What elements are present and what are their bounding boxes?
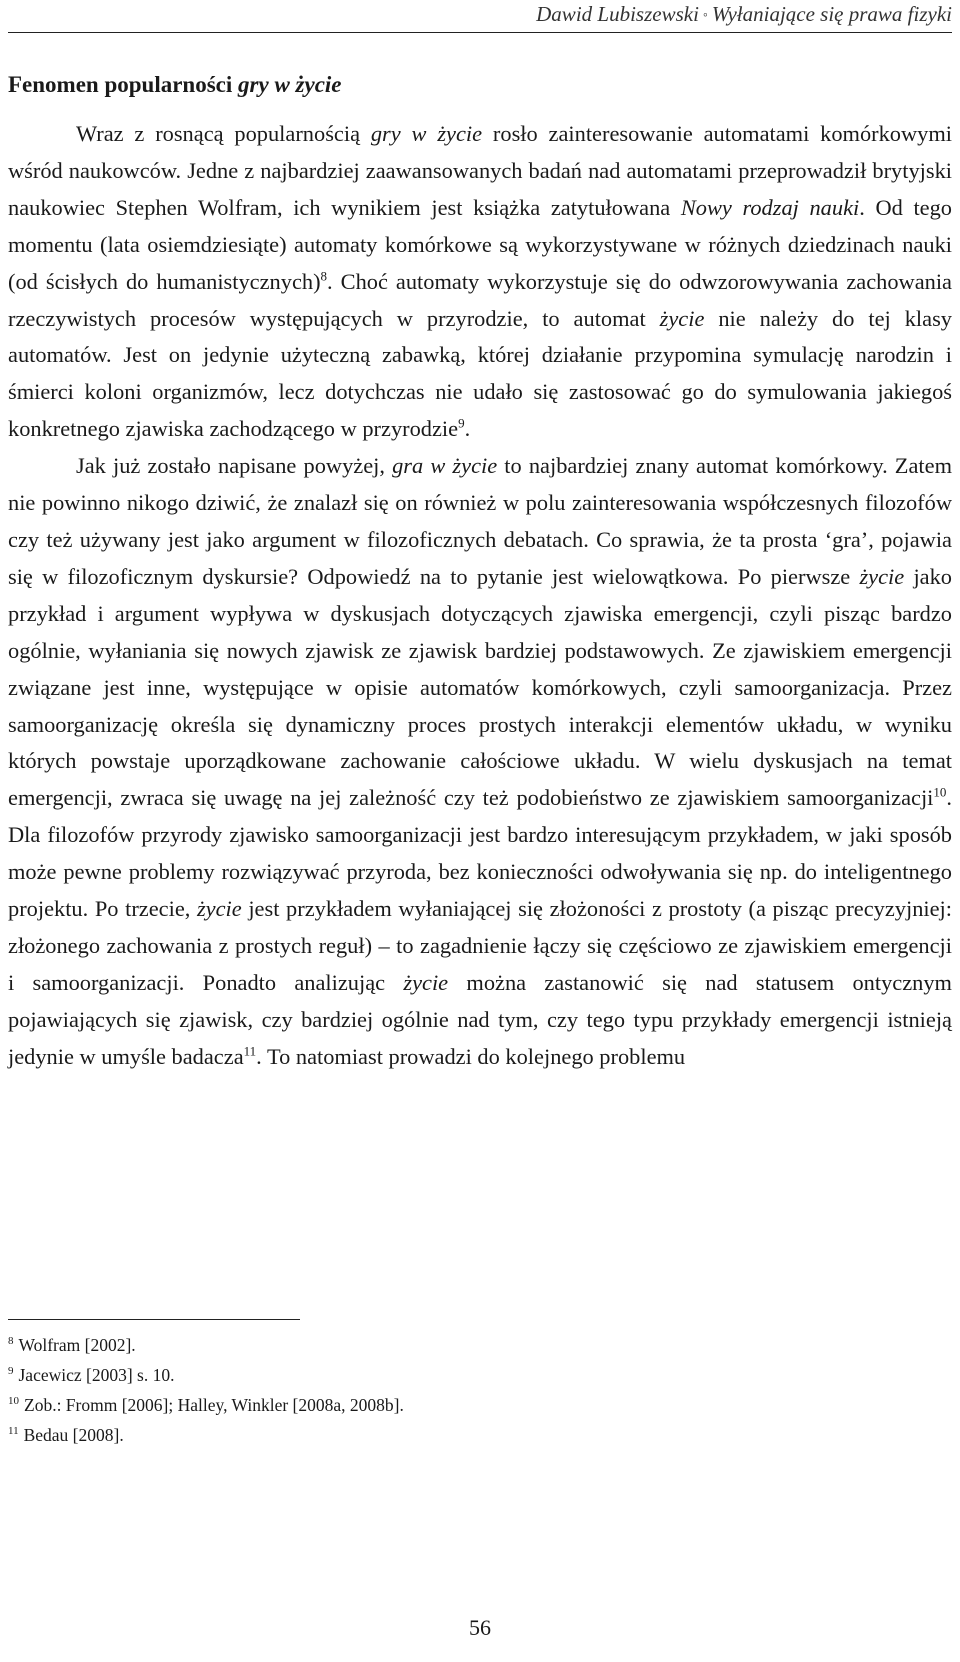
footnote-number: 10 xyxy=(8,1395,19,1408)
footnote-11 xyxy=(8,1420,952,1450)
paragraph-1 xyxy=(8,116,952,448)
text-run: jako przykład i argument wypływa w dyskusjach dotyczących zjawiska emergencji, czyli pisząc bardzo ogólnie, wyłaniania się nowych zjawisk ze zjawisk bardziej podstawowych. Ze zjawiskiem emergencji związane jest inne, występujące w opisie automatów komórkowych, czyli samoorganizacja. Przez samoorganizację określa się dynamiczny proces prostych interakcji elementów układu, w wyniku których powstaje uporządkowane zachowanie całościowe układu. W wielu dyskusjach na temat emergencji, zwraca się uwagę na jej zależność czy też podobieństwo ze zjawiskiem samoorganizacji xyxy=(8,563,952,811)
footnote-8 xyxy=(8,1330,952,1360)
footnote-10 xyxy=(8,1390,952,1420)
footnote-ref-8[interactable]: 8 xyxy=(320,268,328,284)
text-run: . To natomiast prowadzi do kolejnego problemu xyxy=(256,1043,686,1069)
text-run: to najbardziej znany automat komórkowy. Zatem nie powinno nikogo dziwić, że znalazł się on również w polu zainteresowania współczesnych filozofów czy też używany jest jako argument w filozoficznych debatach. Co sprawia, że ta prosta ‘gra’, pojawia się w filozoficznym dyskursie? Odpowiedź na to pytanie jest wielowątkowa. Po pierwsze xyxy=(8,453,953,589)
footnotes xyxy=(8,1330,952,1450)
footnote-text: Jacewicz [2003] s. 10. xyxy=(18,1365,175,1385)
text-run: . Od tego momentu (lata osiemdziesiąte) automaty komórkowe są wykorzystywane w różnych dziedzinach nauki (od ścisłych do humanistycznych) xyxy=(8,194,952,294)
text-run: Jak już zostało napisane powyżej, xyxy=(76,453,393,479)
italic-run: życie xyxy=(659,305,705,331)
section-title-text: Fenomen popularności xyxy=(8,72,239,97)
footnote-number: 8 xyxy=(8,1335,14,1348)
italic-run: życie xyxy=(859,563,905,589)
footnote-ref-10[interactable]: 10 xyxy=(933,784,947,800)
body-text xyxy=(8,116,952,1076)
header-title: Wyłaniające się prawa fizyki xyxy=(711,2,952,26)
italic-run: życie xyxy=(196,896,242,922)
text-run: nie należy do tej klasy automatów. Jest on jedynie użyteczną zabawką, której działanie przypomina symulację narodzin i śmierci koloni organizmów, lecz dotychczas nie udało się zastosować go do symulowania jakiegoś konkretnego zjawiska zachodzącego w przyrodzie xyxy=(8,305,952,442)
text-run: rosło zainteresowanie automatami komórkowymi wśród naukowców. Jedne z najbardziej zaawansowanych badań nad automatami przeprowadził brytyjski naukowiec Stephen Wolfram, ich wynikiem jest książka zatytułowana xyxy=(8,121,952,220)
footnote-text: Wolfram [2002]. xyxy=(18,1335,136,1355)
italic-run: Nowy rodzaj nauki xyxy=(680,194,860,220)
italic-run: życie xyxy=(403,969,449,995)
italic-run: gra w życie xyxy=(392,453,498,479)
header-author: Dawid Lubiszewski xyxy=(536,2,699,26)
footnote-text: Bedau [2008]. xyxy=(23,1425,124,1445)
page-number: 56 xyxy=(469,1615,491,1640)
footnote-9 xyxy=(8,1360,952,1390)
text-run: jest przykładem wyłaniającej się złożoności z prostoty (a pisząc precyzyjniej: złożonego zachowania z prostych reguł) – to zagadnienie łączy się częściowo ze zjawiskiem emergencji i samoorganizacji. Ponadto analizując xyxy=(8,896,952,995)
text-run: . xyxy=(464,416,471,442)
text-run: . Choć automaty wykorzystuje się do odwzorowywania zachowania rzeczywistych procesów występujących w przyrodzie, to automat xyxy=(8,268,952,331)
footnote-ref-9[interactable]: 9 xyxy=(458,415,465,431)
section-title xyxy=(8,70,952,100)
section-title-italic: gry w życie xyxy=(238,72,342,97)
paragraph-2 xyxy=(8,448,952,1075)
text-run: . Dla filozofów przyrody zjawisko samoorganizacji jest bardzo interesującym przykładem, w jaki sposób może pewne problemy rozwiązywać przyroda, bez konieczności odwoływania się np. do inteligentnego projektu. Po trzecie, xyxy=(8,785,952,922)
italic-run: gry w życie xyxy=(370,121,483,146)
footnote-divider xyxy=(8,1319,300,1320)
running-header xyxy=(8,0,952,33)
footnote-number: 9 xyxy=(8,1365,14,1378)
footnote-number: 11 xyxy=(8,1425,19,1438)
text-run: można zastanowić się nad statusem ontycznym pojawiających się zjawisk, czy bardziej ogólnie nad tym, czy tego typu przykłady emergencji istnieją jedynie w umyśle badacza xyxy=(8,969,952,1069)
text-run: Wraz z rosnącą popularnością xyxy=(76,121,371,146)
header-separator: ◦ xyxy=(702,8,708,23)
footnote-ref-11[interactable]: 11 xyxy=(243,1043,257,1059)
footnote-text: Zob.: Fromm [2006]; Halley, Winkler [2008a, 2008b]. xyxy=(24,1395,404,1415)
